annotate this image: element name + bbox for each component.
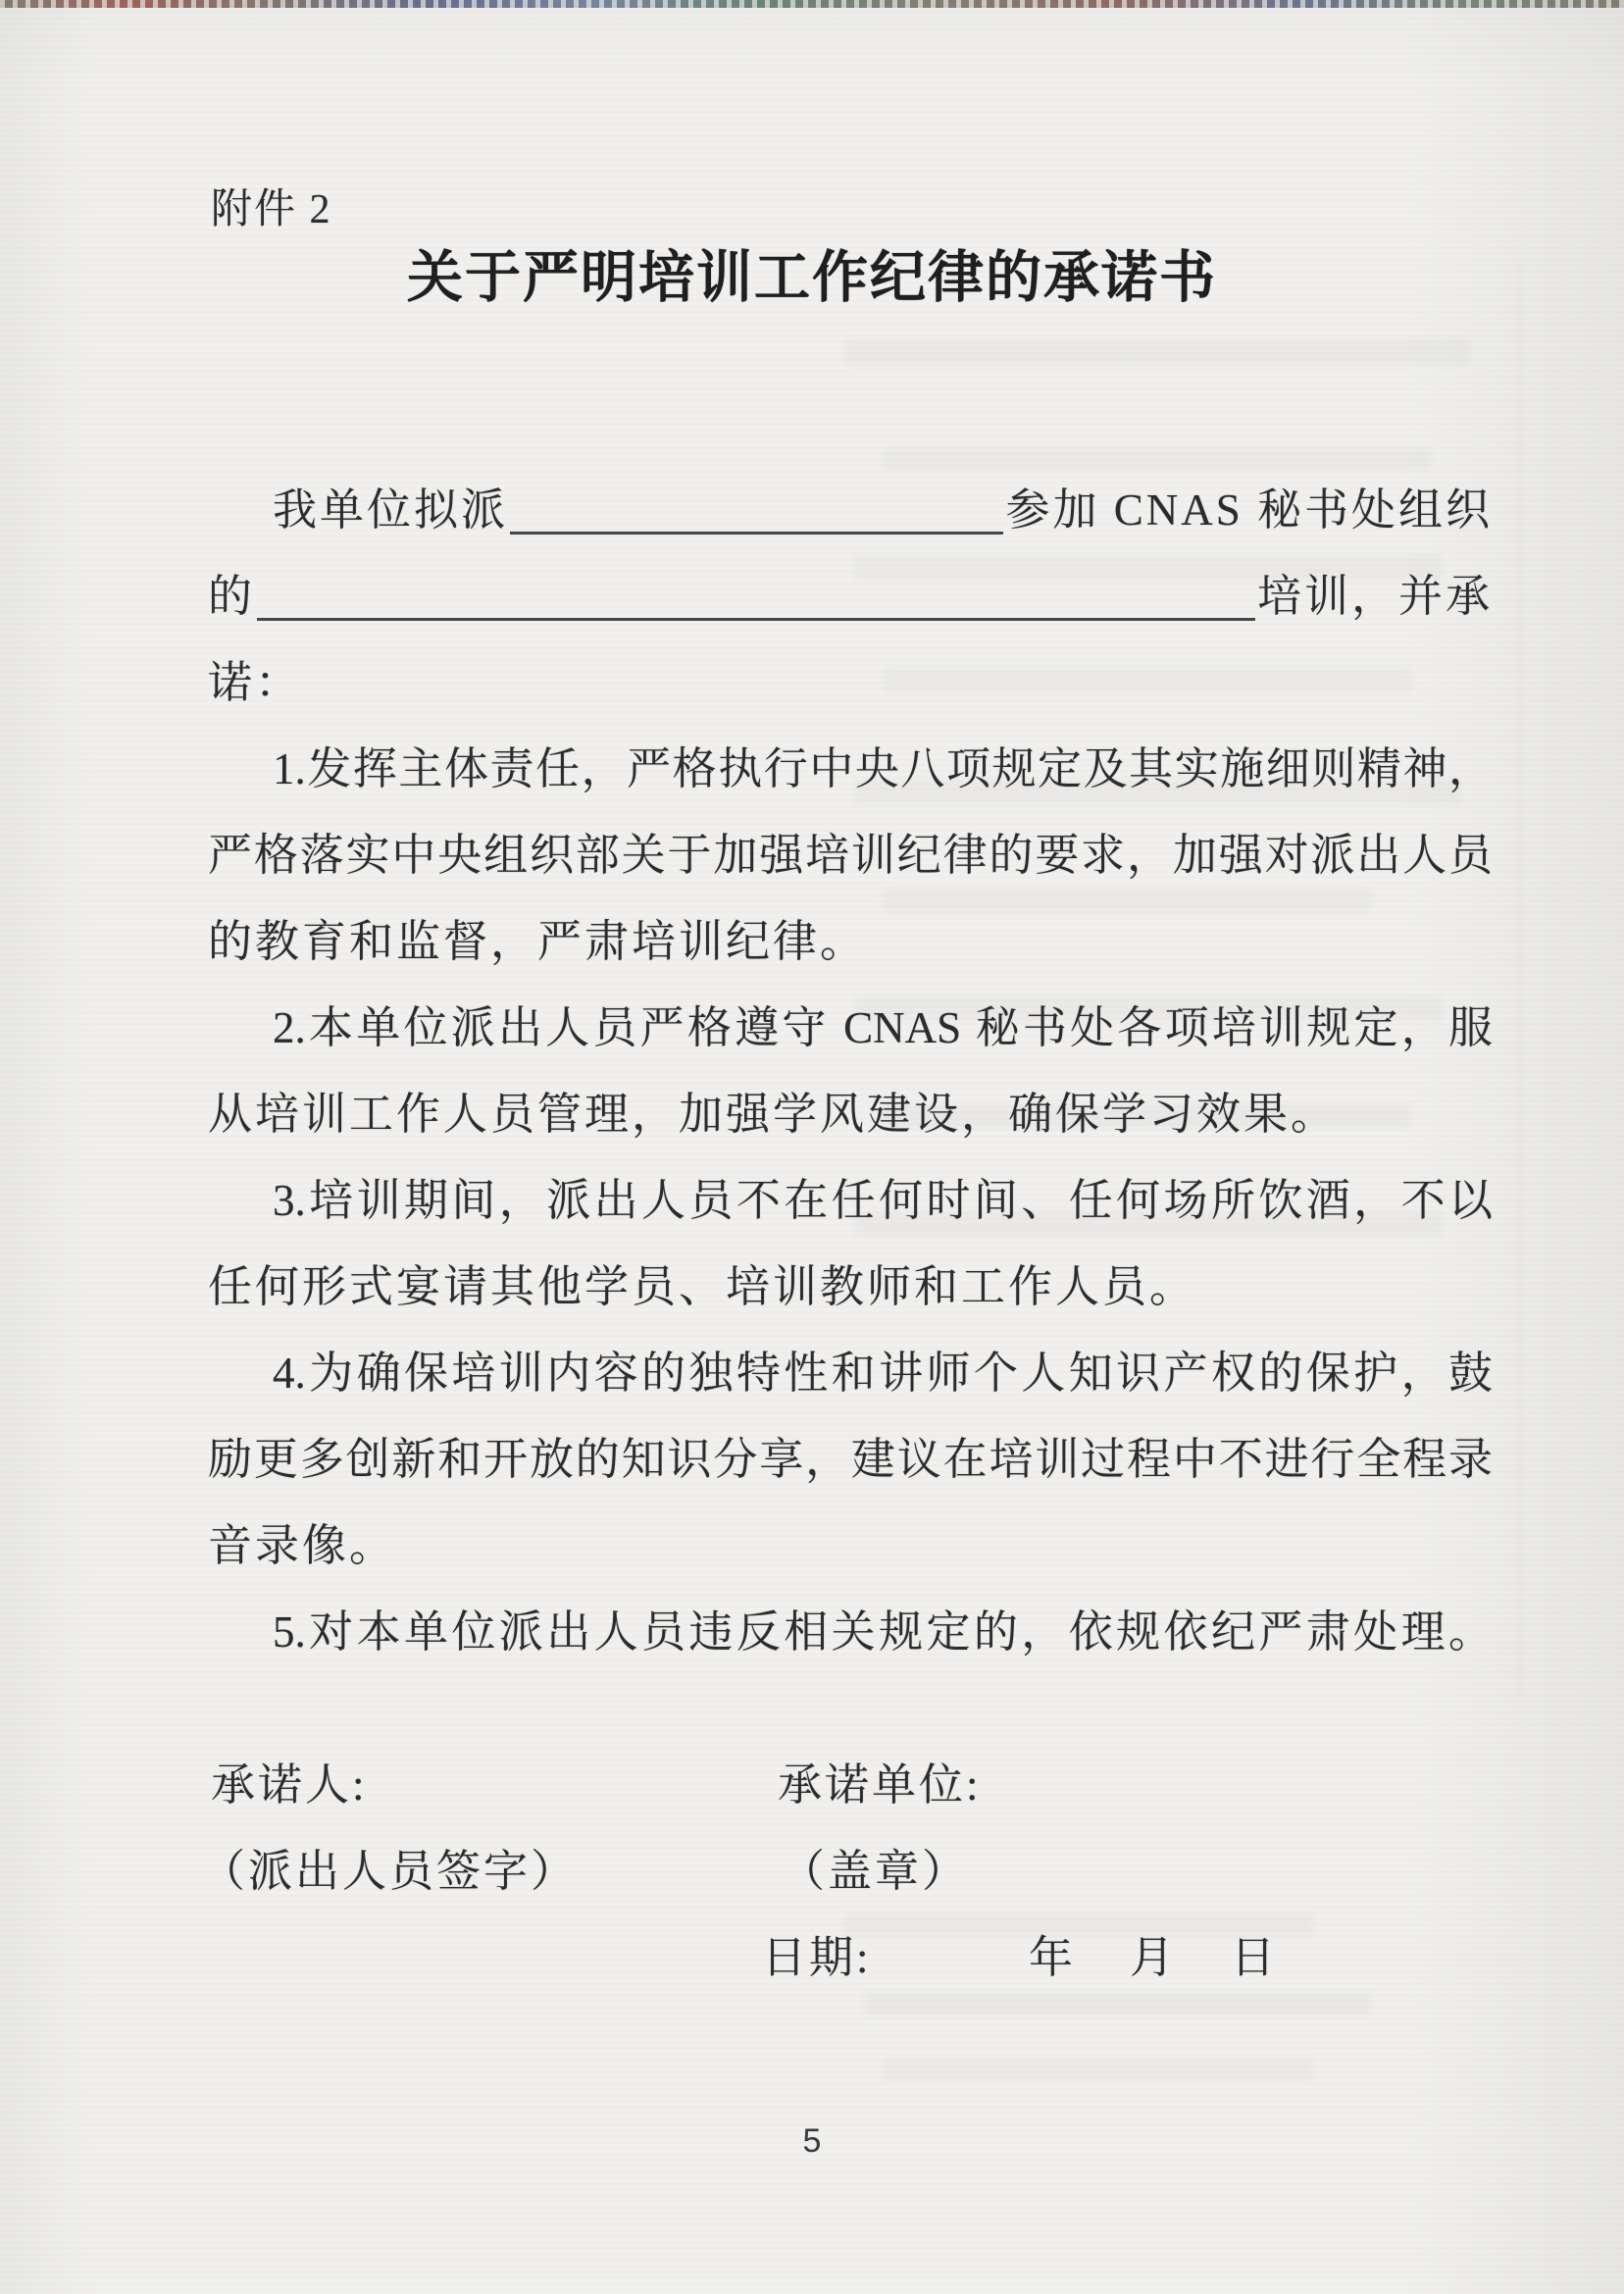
clause-3-line-1: [208, 1172, 1493, 1229]
promisor-sign-note: （派出人员签字）: [201, 1847, 579, 1896]
text-run: 我单位拟派: [273, 485, 509, 535]
day-label: 日: [1231, 1933, 1279, 1982]
text-run: 3.培训期间，派出人员不在任何时间、任何场所饮酒，不以: [273, 1176, 1493, 1225]
text-run: 4.为确保培训内容的独特性和讲师个人知识产权的保护，鼓: [273, 1349, 1493, 1398]
text-run: 2.本单位派出人员严格遵守 CNAS 秘书处各项培训规定，服: [273, 1003, 1493, 1052]
clause-1-line-3: [208, 913, 1493, 970]
fill-in-blank-line: [510, 482, 1003, 535]
text-run: 1.发挥主体责任，严格执行中央八项规定及其实施细则精神，: [273, 744, 1493, 793]
text-run: 从培训工作人员管理，加强学风建设，确保学习效果。: [208, 1090, 1339, 1139]
text-run: 音录像。: [208, 1521, 397, 1570]
promisor-label: 承诺人:: [211, 1760, 368, 1810]
intro-line-2: [208, 568, 1493, 625]
promising-unit-label: 承诺单位:: [778, 1760, 982, 1810]
fill-in-blank-line: [257, 568, 1255, 621]
page-number: 5: [802, 2122, 822, 2160]
text-run: 的教育和监督，严肃培训纪律。: [208, 917, 868, 966]
clause-1-line-2: [208, 827, 1493, 884]
seal-note: （盖章）: [781, 1847, 970, 1896]
clause-5-line-1: [208, 1604, 1493, 1660]
attachment-label: 附件 2: [211, 187, 332, 232]
intro-line-1: [208, 482, 1493, 538]
text-run: 的: [208, 572, 256, 621]
text-run: 励更多创新和开放的知识分享，建议在培训过程中不进行全程录: [208, 1435, 1493, 1484]
text-run: 严格落实中央组织部关于加强培训纪律的要求，加强对派出人员: [208, 831, 1493, 880]
text-run: 诺：: [208, 658, 303, 707]
text-run: 培训，并承: [1256, 572, 1493, 621]
intro-line-3: [208, 654, 1493, 711]
bleed-through-ghost: [1518, 265, 1521, 1697]
text-run: 5.对本单位派出人员违反相关规定的，依规依纪严肃处理。: [273, 1607, 1493, 1657]
text-run: 参加 CNAS 秘书处组织: [1005, 485, 1493, 535]
clause-1-line-1: [208, 740, 1493, 797]
clause-4-line-3: [208, 1517, 1493, 1574]
clause-3-line-2: [208, 1258, 1493, 1315]
clause-4-line-2: [208, 1431, 1493, 1488]
clause-2-line-1: [208, 999, 1493, 1056]
year-label: 年: [1029, 1933, 1077, 1982]
month-label: 月: [1130, 1933, 1178, 1982]
text-run: 任何形式宴请其他学员、培训教师和工作人员。: [208, 1262, 1197, 1311]
clause-4-line-1: [208, 1345, 1493, 1402]
date-label: 日期:: [762, 1933, 872, 1982]
document-title: 关于严明培训工作纪律的承诺书: [407, 247, 1217, 309]
clause-2-line-2: [208, 1086, 1493, 1143]
